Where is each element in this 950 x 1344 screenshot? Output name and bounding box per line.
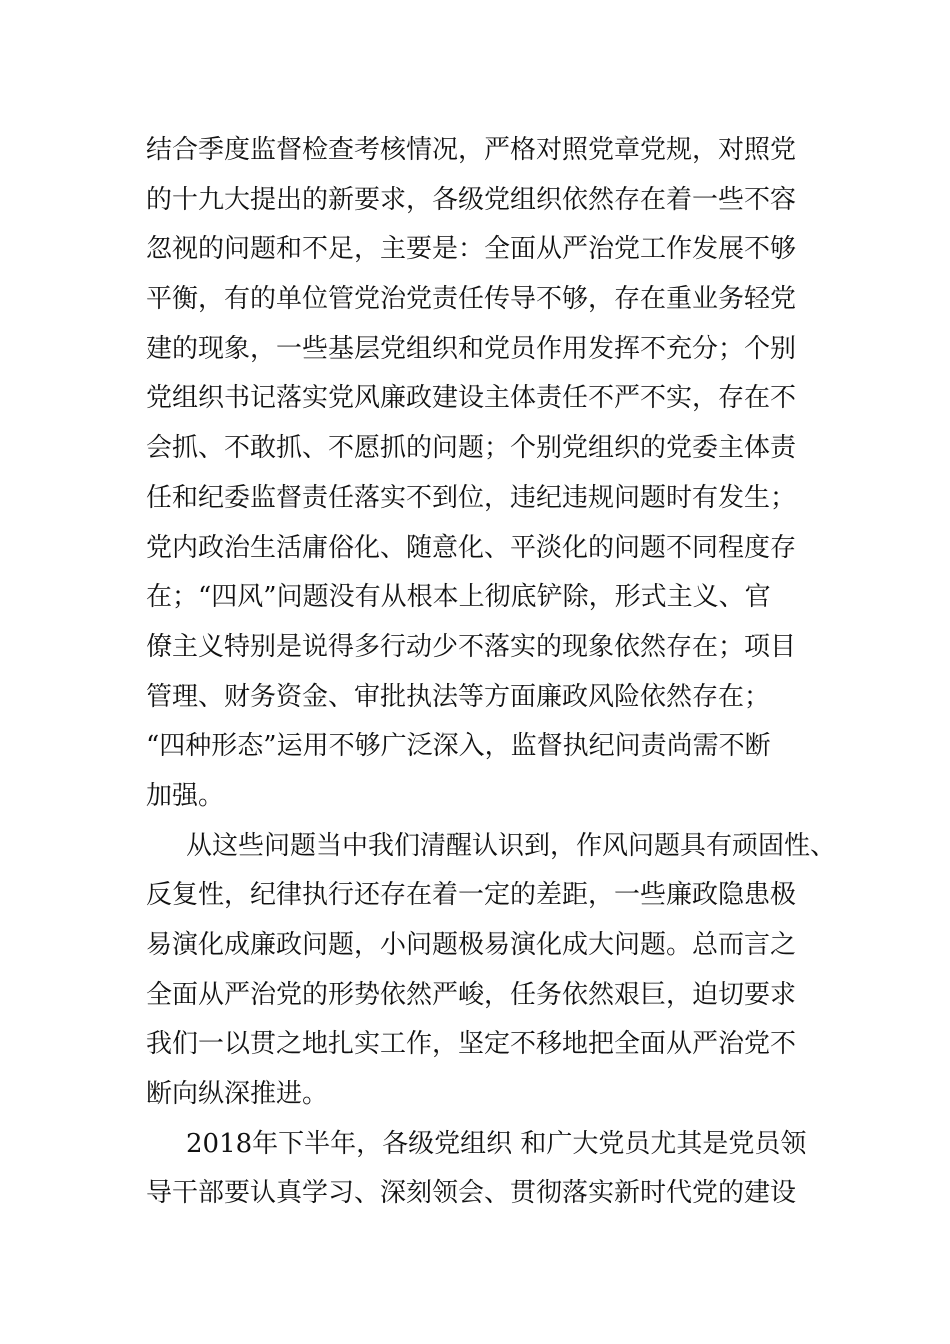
text-line: 的十九大提出的新要求，各级党组织依然存在着一些不容: [146, 184, 797, 215]
text-line: 我们一以贯之地扎实工作，坚定不移地把全面从严治党不: [146, 1029, 797, 1060]
text-line: 易演化成廉政问题，小问题极易演化成大问题。总而言之: [146, 930, 797, 960]
body-text: [146, 126, 837, 1219]
text-line: 忽视的问题和不足，主要是：全面从严治党工作发展不够: [146, 234, 797, 265]
text-line: 党组织书记落实党风廉政建设主体责任不严不实，存在不: [146, 383, 797, 414]
text-line: 在；“四风”问题没有从根本上彻底铲除，形式主义、官: [146, 582, 771, 613]
text-line: 建的现象，一些基层党组织和党员作用发挥不充分；个别: [146, 333, 797, 364]
text-line: 任和纪委监督责任落实不到位，违纪违规问题时有发生；: [146, 482, 797, 513]
text-line: 平衡，有的单位管党治党责任传导不够，存在重业务轻党: [146, 284, 797, 315]
paragraph-start-line: 2018年下半年，各级党组织 和广大党员尤其是党员领: [186, 1128, 807, 1159]
text-line: 管理、财务资金、审批执法等方面廉政风险依然存在；: [146, 681, 771, 712]
text-line: 加强。: [146, 780, 225, 811]
text-line: “四种形态”运用不够广泛深入，监督执纪问责尚需不断: [146, 731, 771, 762]
text-line: 反复性，纪律执行还存在着一定的差距，一些廉政隐患极: [146, 880, 797, 911]
text-line: 断向纵深推进。: [146, 1079, 329, 1110]
text-line: 结合季度监督检查考核情况，严格对照党章党规，对照党: [146, 135, 797, 165]
text-line: 会抓、不敢抓、不愿抓的问题；个别党组织的党委主体责: [146, 433, 797, 464]
text-line: 全面从严治党的形势依然严峻，任务依然艰巨，迫切要求: [146, 979, 797, 1010]
paragraph-start-line: 从这些问题当中我们清醒认识到，作风问题具有顽固性、: [186, 830, 837, 861]
text-line: 导干部要认真学习、深刻领会、贯彻落实新时代党的建设: [146, 1178, 797, 1209]
text-line: 党内政治生活庸俗化、随意化、平淡化的问题不同程度存: [146, 532, 797, 563]
text-line: 僚主义特别是说得多行动少不落实的现象依然存在；项目: [146, 631, 797, 662]
